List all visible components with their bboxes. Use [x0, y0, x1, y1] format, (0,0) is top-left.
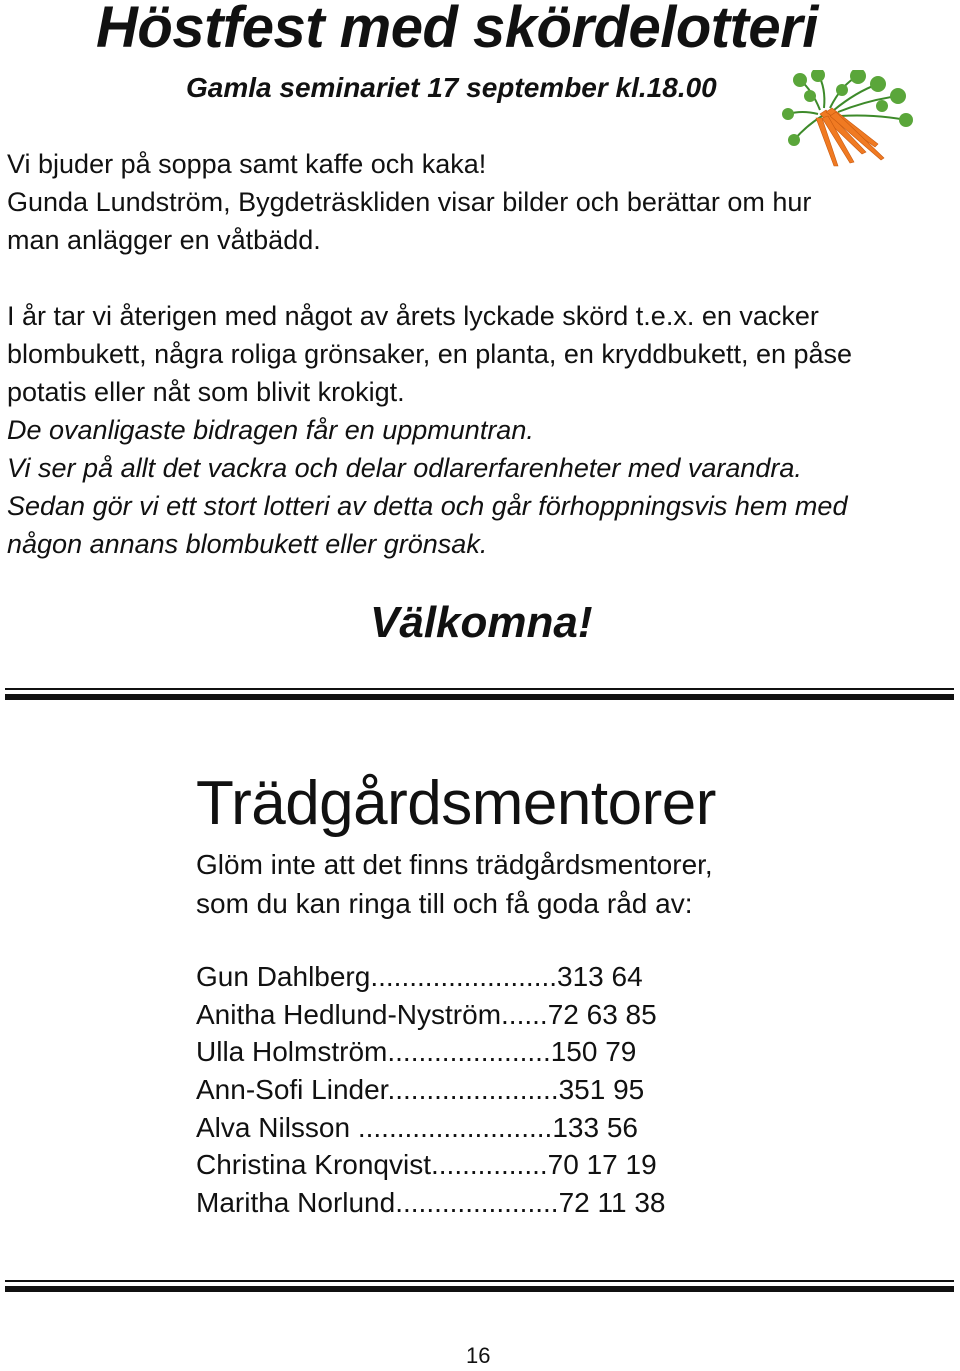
- text-line: De ovanligaste bidragen får en uppmuntran.: [7, 415, 534, 445]
- mentors-heading: Trädgårdsmentorer: [196, 769, 716, 838]
- list-item: Maritha Norlund.....................72 11 38: [196, 1187, 666, 1219]
- mentors-intro: [196, 845, 713, 923]
- divider-thick: [5, 694, 954, 700]
- paragraph-lottery: [7, 411, 847, 563]
- list-item: Gun Dahlberg........................313 64: [196, 961, 643, 992]
- text-line: potatis eller nåt som blivit krokigt.: [7, 377, 405, 407]
- welcome-text: Välkomna!: [370, 598, 593, 647]
- list-item: Ann-Sofi Linder......................351 95: [196, 1074, 645, 1106]
- divider-thick: [5, 1286, 954, 1292]
- text-line: Vi bjuder på soppa samt kaffe och kaka!: [7, 149, 487, 179]
- text-line: I år tar vi återigen med något av årets lyckade skörd t.e.x. en vacker: [7, 301, 819, 331]
- list-item: Christina Kronqvist...............70 17 19: [196, 1149, 657, 1181]
- text-line: någon annans blombukett eller grönsak.: [7, 529, 488, 559]
- list-item: Anitha Hedlund-Nyström......72 63 85: [196, 998, 657, 1030]
- text-line: man anlägger en våtbädd.: [7, 225, 321, 255]
- event-title: Höstfest med skördelotteri: [96, 0, 818, 60]
- page-number: 16: [466, 1343, 491, 1368]
- divider-thin: [5, 688, 954, 690]
- paragraph-intro: [7, 145, 811, 259]
- text-line: blombukett, några roliga grönsaker, en planta, en kryddbukett, en påse: [7, 339, 853, 369]
- event-subtitle: Gamla seminariet 17 september kl.18.00: [186, 72, 717, 103]
- text-line: Glöm inte att det finns trädgårdsmentorer,: [196, 849, 713, 880]
- mentors-list: [196, 958, 665, 1222]
- list-item: Ulla Holmström.....................150 79: [196, 1036, 637, 1068]
- text-line: Vi ser på allt det vackra och delar odlarerfarenheter med varandra.: [7, 453, 802, 483]
- list-item: Alva Nilsson .........................133 56: [196, 1111, 638, 1143]
- divider-thin: [5, 1280, 954, 1282]
- text-line: som du kan ringa till och få goda råd av:: [196, 888, 693, 919]
- text-line: Sedan gör vi ett stort lotteri av detta och går förhoppningsvis hem med: [7, 491, 848, 521]
- paragraph-harvest: [7, 297, 852, 411]
- text-line: Gunda Lundström, Bygdeträskliden visar bilder och berättar om hur: [7, 187, 812, 217]
